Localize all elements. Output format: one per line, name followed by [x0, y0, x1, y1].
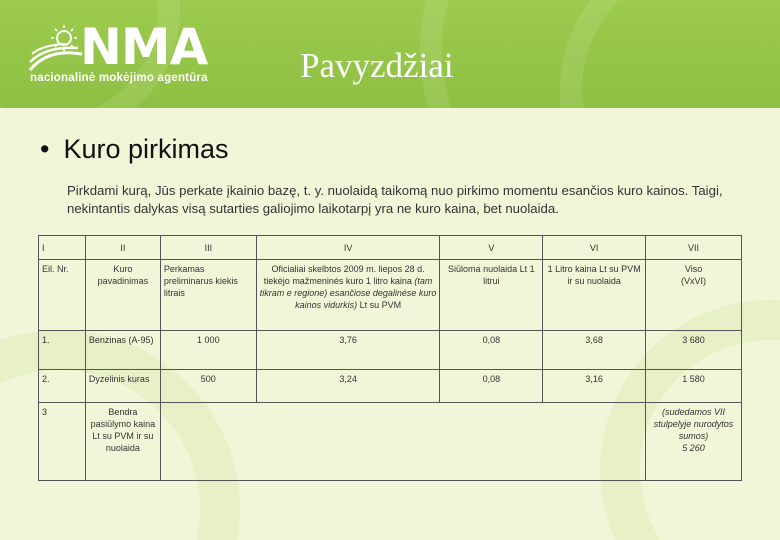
cell-grand-total: [646, 403, 742, 481]
column-numeral: VI: [543, 236, 646, 260]
table-roman-header-row: [39, 236, 742, 260]
cell-total-label: Bendra pasiūlymo kaina Lt su PVM ir su nuolaida: [85, 403, 160, 481]
cell-row-number: 2.: [39, 370, 86, 403]
cell-grand-total-value: 5 260: [682, 443, 705, 453]
column-numeral: VII: [646, 236, 742, 260]
header-row-number: Eil. Nr.: [39, 260, 86, 331]
column-numeral: V: [440, 236, 543, 260]
logo-wordmark: NMA: [80, 18, 208, 76]
cell-row-number: 1.: [39, 331, 86, 370]
slide-title: Pavyzdžiai: [300, 46, 454, 85]
table-row: [39, 370, 742, 403]
cell-unit-price: 3,16: [543, 370, 646, 403]
column-numeral: II: [85, 236, 160, 260]
header-total: [646, 260, 742, 331]
header-retail-price-tail: Lt su PVM: [357, 300, 402, 310]
table-row: [39, 331, 742, 370]
cell-empty-merged: [160, 403, 645, 481]
cell-discount: 0,08: [440, 370, 543, 403]
cell-fuel-name: Benzinas (A-95): [85, 331, 160, 370]
cell-total: 1 580: [646, 370, 742, 403]
cell-grand-total-note: (sudedamos VII stulpelyje nurodytos sumos): [653, 407, 734, 441]
table-total-row: [39, 403, 742, 481]
table-header-row: [39, 260, 742, 331]
header-total-formula: (VxVI): [681, 276, 707, 286]
cell-fuel-name: Dyzelinis kuras: [85, 370, 160, 403]
cell-quantity: 1 000: [160, 331, 256, 370]
header-discount: Siūloma nuolaida Lt 1 litrui: [440, 260, 543, 331]
logo-subtitle: nacionalinė mokėjimo agentūra: [30, 72, 208, 84]
header-total-text: Viso: [684, 264, 703, 274]
header-quantity: Perkamas preliminarus kiekis litrais: [160, 260, 256, 331]
cell-unit-price: 3,68: [543, 331, 646, 370]
cell-retail-price: 3,24: [256, 370, 440, 403]
header-retail-price: [256, 260, 440, 331]
column-numeral: I: [39, 236, 86, 260]
body-paragraph: Pirkdami kurą, Jūs perkate įkainio bazę, t. y. nuolaidą taikomą nuo pirkimo momentu esančios kuro kainos. Taigi, nekintantis dalykas visą sutarties galiojimo laikotarpį yra ne kuro kaina, bet nuolaida.: [67, 183, 723, 216]
decor-swirl: [560, 0, 780, 108]
slide-header: [0, 0, 780, 108]
column-numeral: III: [160, 236, 256, 260]
header-retail-price-note: (tam tikram e regione) esančiose degalinėse kuro kainos vidurkis): [259, 276, 437, 310]
header-retail-price-text: Oficialiai skelbtos 2009 m. liepos 28 d. tiekėjo mažmeninės kuro 1 litro kaina: [263, 264, 425, 286]
header-fuel-name: Kuro pavadinimas: [85, 260, 160, 331]
bullet-icon: •: [40, 134, 50, 164]
cell-retail-price: 3,76: [256, 331, 440, 370]
header-unit-price: 1 Litro kaina Lt su PVM ir su nuolaida: [543, 260, 646, 331]
cell-discount: 0,08: [440, 331, 543, 370]
bullet-text: Kuro pirkimas: [63, 134, 229, 164]
fuel-price-table: [38, 235, 742, 481]
bullet-heading: [40, 134, 229, 165]
cell-total: 3 680: [646, 331, 742, 370]
cell-row-number: 3: [39, 403, 86, 481]
sun-field-icon: [28, 24, 84, 74]
column-numeral: IV: [256, 236, 440, 260]
cell-quantity: 500: [160, 370, 256, 403]
nma-logo: [28, 18, 238, 90]
